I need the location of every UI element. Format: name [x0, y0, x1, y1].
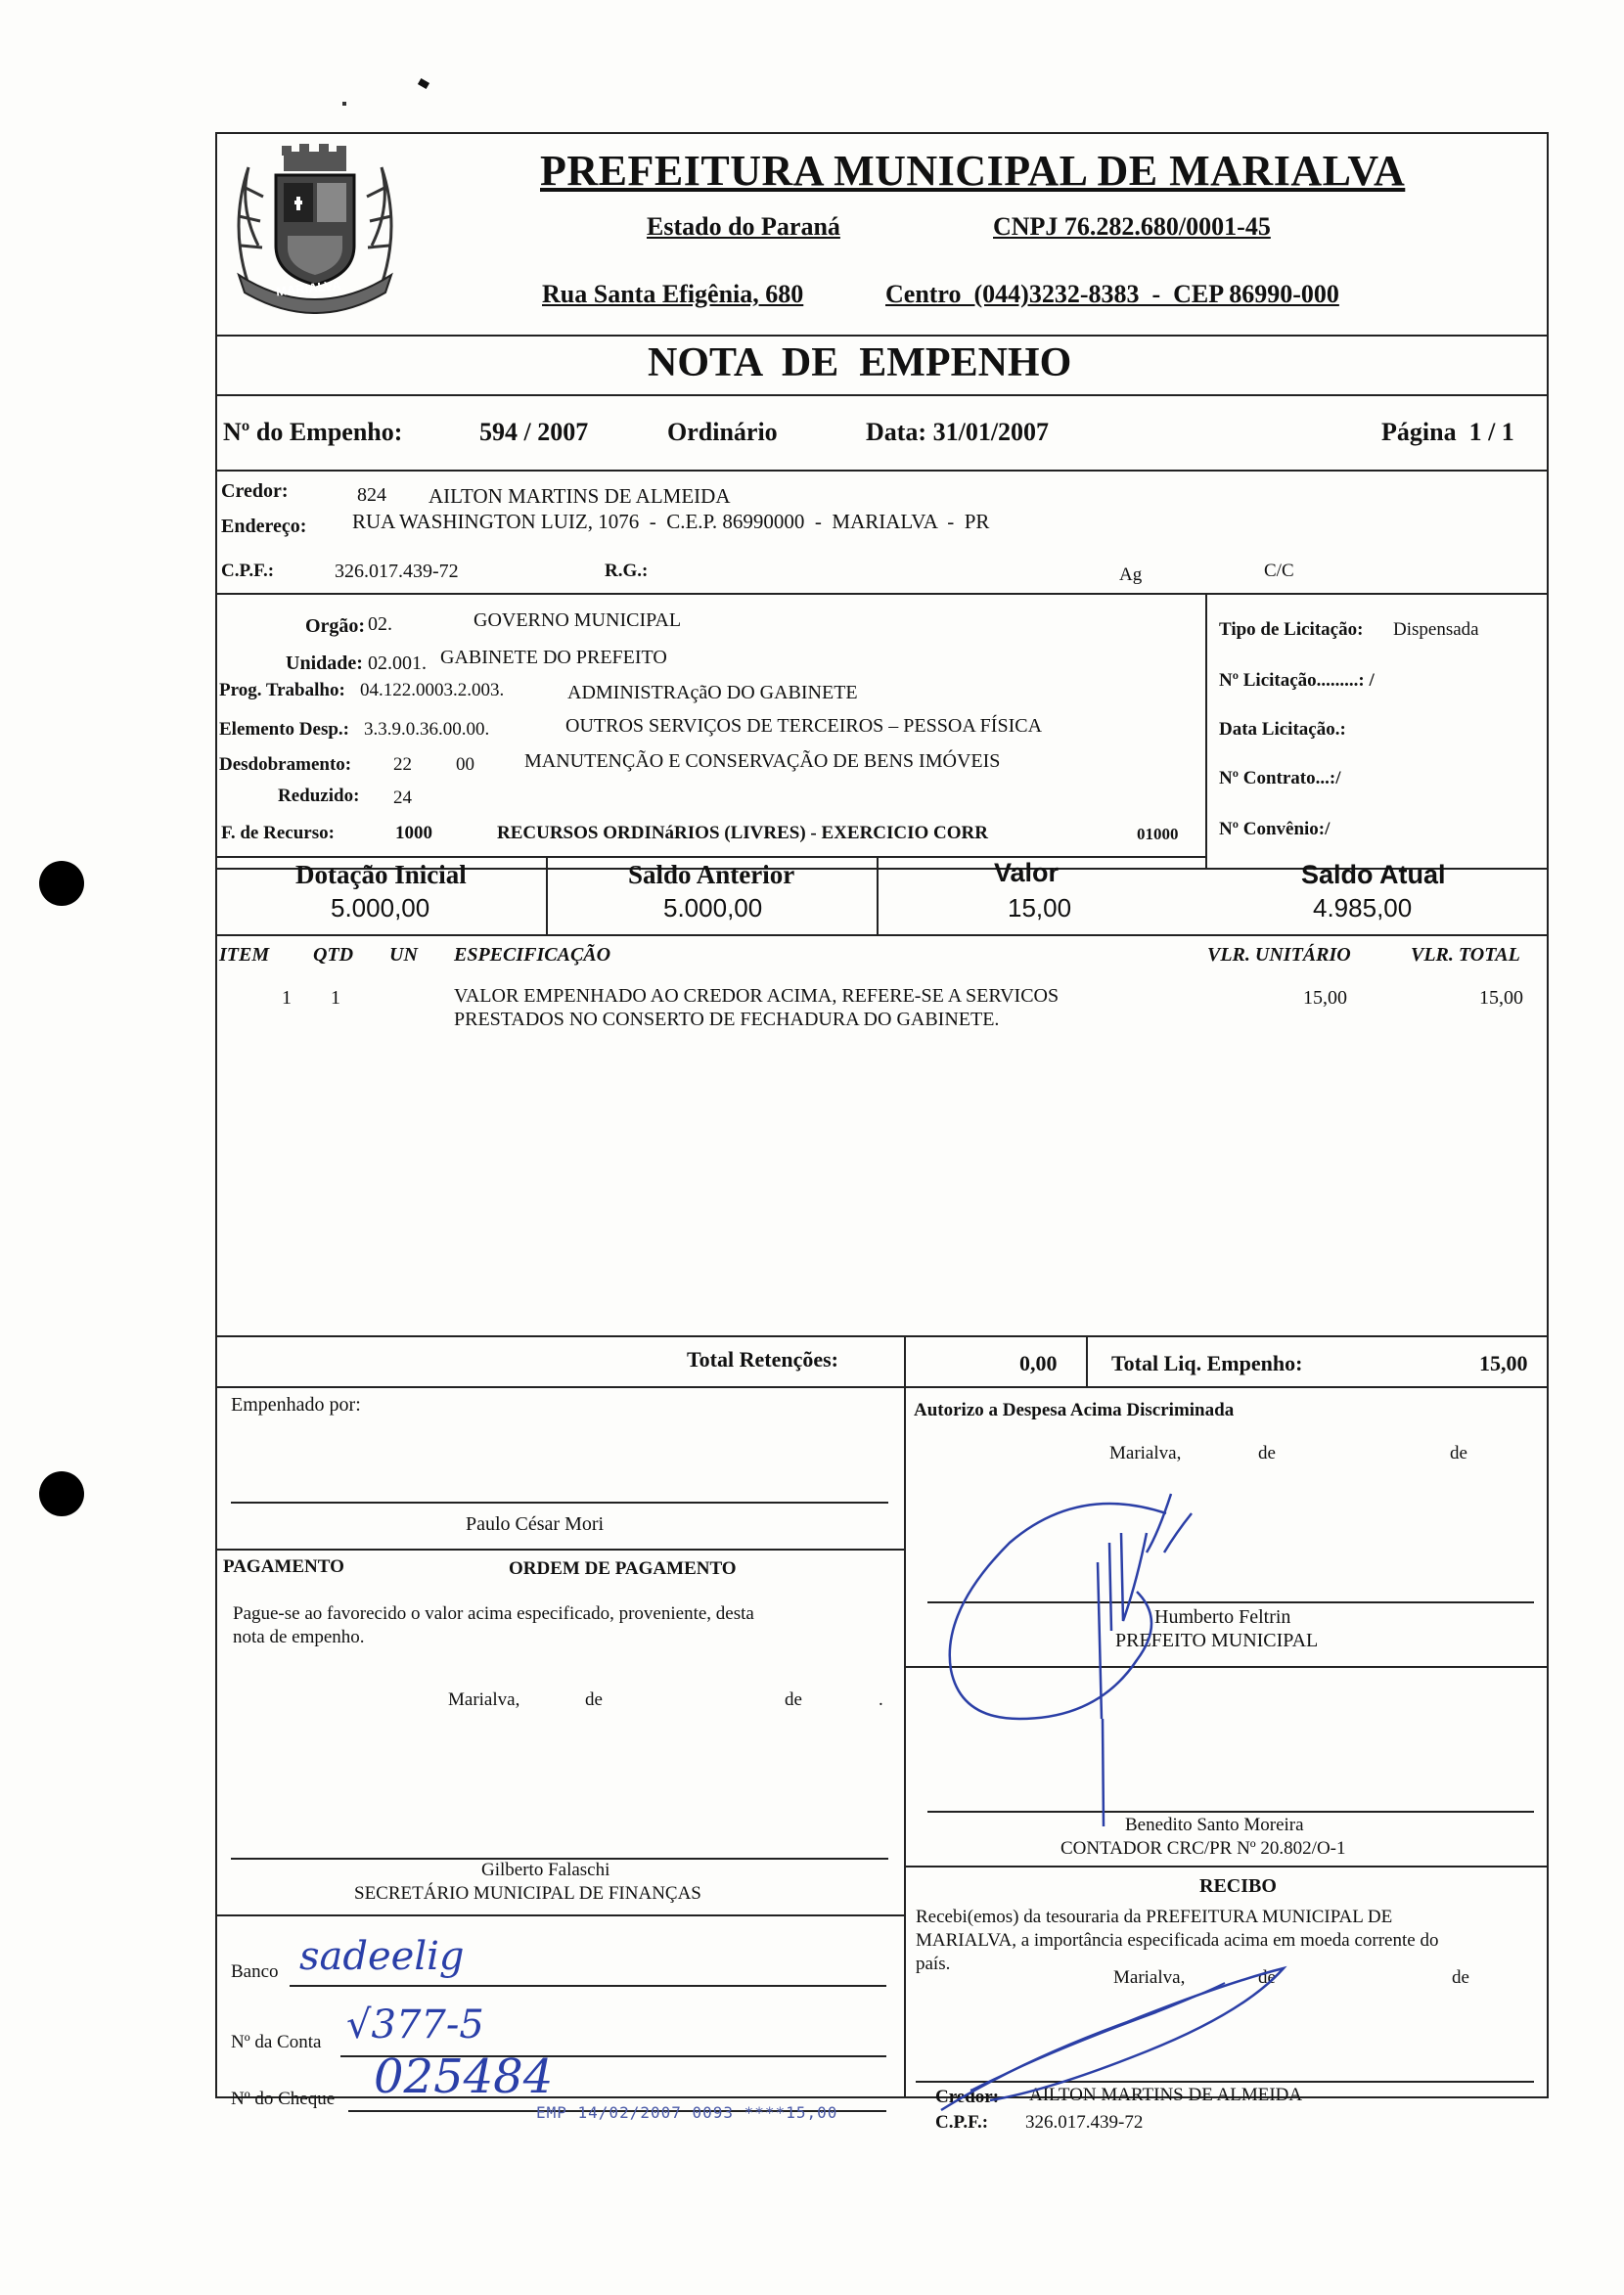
address-label: Endereço: [221, 516, 307, 537]
numero-licitacao: Nº Licitação.........: / [1219, 670, 1375, 691]
conta-handwritten: √377-5 [346, 2002, 484, 2048]
item-unit-value: 15,00 [1303, 987, 1347, 1009]
saldo-anterior-label: Saldo Anterior [628, 860, 795, 889]
pagamento-city: Marialva, [448, 1689, 520, 1710]
orgao-label: Orgão: [305, 615, 366, 637]
desdobramento-name: MANUTENÇÃO E CONSERVAÇÃO DE BENS IMÓVEIS [524, 750, 1001, 772]
credor-name: AILTON MARTINS DE ALMEIDA [429, 484, 731, 508]
conta-label: Nº da Conta [231, 2032, 322, 2052]
tipo-licitacao: Dispensada [1393, 619, 1479, 640]
punch-hole [39, 861, 84, 906]
contador-name: Benedito Santo Moreira [1125, 1815, 1304, 1835]
autorizo-city: Marialva, [1109, 1443, 1182, 1463]
unidade-label: Unidade: [286, 652, 363, 674]
empenhado-label: Empenhado por: [231, 1394, 361, 1416]
recibo-city: Marialva, [1113, 1967, 1186, 1988]
page-number: Página 1 / 1 [1381, 418, 1514, 446]
dot: . [879, 1689, 883, 1710]
recurso-code: 1000 [395, 823, 432, 843]
ag-label: Ag [1119, 564, 1143, 585]
orgao-code: 02. [368, 613, 392, 635]
document-title: NOTA DE EMPENHO [648, 340, 1072, 385]
saldo-atual-value: 4.985,00 [1313, 893, 1413, 922]
contador-title: CONTADOR CRC/PR Nº 20.802/O-1 [1060, 1838, 1346, 1859]
credor-label: Credor: [221, 480, 289, 502]
cc-label: C/C [1264, 561, 1294, 581]
recibo-credor-label: Credor: [935, 2087, 1000, 2107]
numero-contrato: Nº Contrato...:/ [1219, 768, 1341, 788]
retencoes-value: 0,00 [1019, 1351, 1058, 1375]
secretario-name: Gilberto Falaschi [481, 1860, 610, 1880]
header-cnpj: CNPJ 76.282.680/0001-45 [993, 212, 1271, 241]
banco-label: Banco [231, 1961, 279, 1982]
recibo-credor-name: AILTON MARTINS DE ALMEIDA [1029, 2085, 1303, 2105]
secretario-title: SECRETÁRIO MUNICIPAL DE FINANÇAS [354, 1883, 701, 1904]
recibo-cpf-label: C.P.F.: [935, 2112, 989, 2133]
cheque-label: Nº do Cheque [231, 2089, 336, 2109]
col-spec: ESPECIFICAÇÃO [454, 944, 611, 966]
col-item: ITEM [219, 944, 270, 966]
unidade-code: 02.001. [368, 652, 427, 674]
prefeito-title: PREFEITO MUNICIPAL [1115, 1630, 1319, 1651]
dotacao-value: 5.000,00 [331, 893, 430, 922]
dotacao-label: Dotação Inicial [295, 860, 467, 889]
desdobramento-code2: 00 [456, 754, 474, 775]
liquido-label: Total Liq. Empenho: [1111, 1351, 1303, 1375]
recibo-line2: MARIALVA, a importância especificada acima em moeda corrente do [916, 1930, 1439, 1951]
cheque-handwritten: 025484 [374, 2049, 554, 2104]
autorizo-label: Autorizo a Despesa Acima Discriminada [914, 1400, 1235, 1420]
signature-prefeito-icon [902, 1474, 1352, 1836]
tipo-licitacao-label: Tipo de Licitação: [1219, 619, 1364, 640]
header-title: PREFEITURA MUNICIPAL DE MARIALVA [540, 147, 1406, 195]
col-un: UN [389, 944, 418, 966]
speck [418, 78, 429, 89]
prog-code: 04.122.0003.2.003. [360, 680, 505, 700]
signature-recibo-icon [931, 1954, 1342, 2120]
desdobramento-label: Desdobramento: [219, 754, 352, 775]
recibo-de2: de [1452, 1967, 1469, 1988]
pagamento-label: PAGAMENTO [223, 1556, 344, 1577]
elemento-code: 3.3.9.0.36.00.00. [364, 719, 490, 740]
valor-label: Valor [994, 858, 1060, 887]
prog-name: ADMINISTRAçãO DO GABINETE [567, 682, 858, 703]
pagamento-text-line1: Pague-se ao favorecido o valor acima especificado, proveniente, desta [233, 1603, 754, 1624]
orgao-name: GOVERNO MUNICIPAL [474, 609, 682, 631]
pagamento-de1: de [585, 1689, 603, 1710]
liquido-value: 15,00 [1479, 1351, 1528, 1375]
unidade-name: GABINETE DO PREFEITO [440, 647, 667, 668]
valor-value: 15,00 [1008, 893, 1072, 922]
credor-cpf: 326.017.439-72 [335, 561, 459, 582]
credor-code: 824 [357, 484, 386, 506]
cashier-stamp: EMP 14/02/2007 0093 ****15,00 [536, 2103, 838, 2122]
col-total-value: VLR. TOTAL [1411, 944, 1520, 966]
col-unit-value: VLR. UNITÁRIO [1207, 944, 1351, 966]
empenho-number-label: Nº do Empenho: [223, 418, 403, 446]
rg-label: R.G.: [605, 561, 649, 581]
recibo-line1: Recebi(emos) da tesouraria da PREFEITURA MUNICIPAL DE [916, 1907, 1393, 1927]
pagamento-de2: de [785, 1689, 802, 1710]
recurso-name: RECURSOS ORDINáRIOS (LIVRES) - EXERCICIO CORR [497, 823, 988, 843]
recibo-title: RECIBO [1199, 1875, 1277, 1897]
numero-convenio: Nº Convênio:/ [1219, 819, 1331, 839]
recibo-line3: país. [916, 1954, 951, 1974]
elemento-label: Elemento Desp.: [219, 719, 349, 740]
recibo-cpf: 326.017.439-72 [1025, 2112, 1144, 2133]
empenho-number: 594 / 2007 [479, 418, 589, 446]
item-spec-line2: PRESTADOS NO CONSERTO DE FECHADURA DO GABINETE. [454, 1009, 1000, 1030]
prog-label: Prog. Trabalho: [219, 680, 345, 700]
saldo-atual-label: Saldo Atual [1301, 860, 1446, 889]
item-total-value: 15,00 [1479, 987, 1523, 1009]
item-spec-line1: VALOR EMPENHADO AO CREDOR ACIMA, REFERE-SE A SERVICOS [454, 985, 1060, 1007]
col-qtd: QTD [313, 944, 354, 966]
reduzido-label: Reduzido: [278, 786, 360, 806]
saldo-anterior-value: 5.000,00 [663, 893, 763, 922]
prefeito-name: Humberto Feltrin [1154, 1606, 1291, 1628]
header-state: Estado do Paraná [647, 212, 840, 241]
header-address: Rua Santa Efigênia, 680 [542, 280, 804, 308]
autorizo-de2: de [1450, 1443, 1467, 1463]
banco-handwritten: sadeelig [299, 1934, 465, 1979]
empenho-type: Ordinário [667, 418, 778, 446]
elemento-name: OUTROS SERVIÇOS DE TERCEIROS – PESSOA FÍSICA [565, 715, 1043, 737]
ordem-pagamento-label: ORDEM DE PAGAMENTO [509, 1558, 737, 1579]
credor-address: RUA WASHINGTON LUIZ, 1076 - C.E.P. 86990000 - MARIALVA - PR [352, 510, 990, 533]
reduzido-value: 24 [393, 788, 412, 808]
item-qtd: 1 [331, 987, 340, 1009]
cpf-label: C.P.F.: [221, 561, 275, 581]
item-number: 1 [282, 987, 292, 1009]
empenhado-name: Paulo César Mori [466, 1513, 605, 1535]
crest-banner-text: MARIALVA [275, 277, 342, 299]
recibo-de1: de [1258, 1967, 1276, 1988]
recurso-code2: 01000 [1137, 825, 1179, 843]
pagamento-text-line2: nota de empenho. [233, 1627, 365, 1647]
data-licitacao: Data Licitação.: [1219, 719, 1346, 740]
autorizo-de1: de [1258, 1443, 1276, 1463]
recurso-label: F. de Recurso: [221, 823, 335, 843]
retencoes-label: Total Retenções: [687, 1347, 838, 1372]
speck [342, 102, 346, 106]
header-contact: Centro (044)3232-8383 - CEP 86990-000 [885, 280, 1339, 308]
desdobramento-code1: 22 [393, 754, 412, 775]
empenho-date: Data: 31/01/2007 [866, 418, 1050, 446]
punch-hole [39, 1471, 84, 1516]
